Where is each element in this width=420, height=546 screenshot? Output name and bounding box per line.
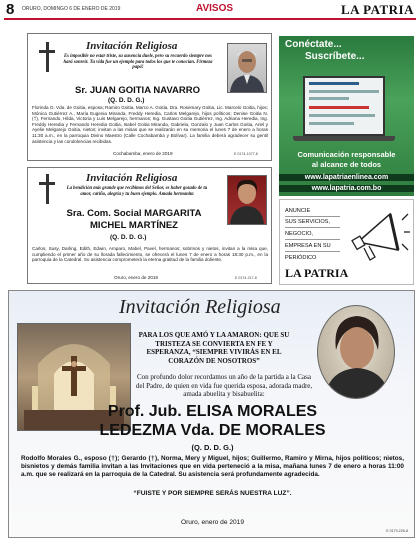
notice-margarita-michel (27, 167, 272, 284)
honorific: Sra. Com. Social (66, 208, 142, 219)
photo-juan-goitia (227, 43, 267, 93)
page-header (0, 0, 420, 20)
notice-title: Invitación Religiosa (86, 40, 178, 52)
ad-slogan-line2: al alcance de todos (311, 160, 382, 169)
honorific: Sr. (75, 85, 88, 96)
notice-quote: “FUISTE Y POR SIEMPRE SERÁS NUESTRA LUZ”. (133, 490, 292, 497)
cross-icon (37, 174, 57, 204)
laptop-screen-graphic (303, 76, 385, 136)
deceased-name-line2: MICHEL MARTÍNEZ (90, 220, 178, 231)
ad-slogan-line1: Comunicación responsable (297, 150, 396, 159)
section-title: AVISOS (196, 3, 234, 14)
notice-place-date: Oruro, enero de 2019 (180, 519, 245, 526)
page-date: ORURO, DOMINGO 6 DE ENERO DE 2019 (22, 6, 121, 12)
deceased-name-line2: LEDEZMA Vda. DE MORALES (99, 422, 326, 439)
ad-text-line: ANUNCIE (285, 208, 311, 214)
notice-intro: Con profundo dolor recordamos un año de la partida a la Casa del Padre, de quien en vida fue querida esposa, adorada madre, amada abuelita y bisabuelita: (135, 373, 313, 399)
ad-line-connect: Conéctate... (285, 39, 342, 50)
notice-elisa-morales (8, 290, 415, 538)
notice-body: Florinda O. Vda. de Goitia, esposa; Ramiro Goitia, Marco A. Goitia, Dra. Rosemary Goitia, Lic. Marcelo Goitia, hijos; Mónica Gutiérrez A., María Eugenia Miranda, Freddy Heredia, Carlos Melgarejo, hijos políticos; Denise Goitia N. (†), Fernando, Hilda, Victoria y Luis Melgarejo, hermanos; Ing. Gustavo Goitia Gutiérrez, Ing. Adriana Heredia, Ing. Freddy Heredia y Fernando Heredia Goitia, Isabel Goitia Miranda, Gabriela, Gonzalo y Juan Carlos Goitia, Ariel y Ayelie Melgarejo Goitia, nietos; invitan a las misas que se realizarán en su memoria el lunes 7 de enero a horas 11:30 a.m., en la parroquia Divino Maestro (Calle Cochabamba y Bolívar). La familia deberá agradecer su gentil asistencia y las condolencias recibidas. (32, 105, 268, 144)
ad-text-line: NEGOCIO, (285, 231, 313, 237)
photo-margarita-michel (227, 175, 267, 225)
notice-verse: Es imposible no estar triste, su ausencia duele, pero su recuerdo siempre nos hará sonreír. Tu vida fue un ejemplo para todos los que te conocían. Firmeza papá! (63, 54, 213, 71)
portrait-icon (318, 306, 395, 399)
ad-text-line: EMPRESA EN SU (285, 243, 331, 249)
subscription-ad[interactable] (279, 36, 414, 196)
ad-brand: LA PATRIA (285, 266, 349, 280)
photo-elisa-morales (317, 305, 395, 399)
header-rule (4, 18, 416, 20)
page-number: 8 (6, 1, 15, 18)
notice-place-date: Oruro, enero de 2019 (114, 275, 158, 280)
notice-verse: PARA LOS QUE AMÓ Y LA AMARON: QUE SU TRISTEZA SE CONVIERTA EN FE Y ESPERANZA, “SIEMPRE VIVIRÁS EN EL CORAZÓN DE NOSOTROS” (138, 331, 290, 365)
laptop-base-graphic (293, 136, 395, 141)
notice-code: E 0179-226-8 (386, 529, 408, 533)
advertise-ad[interactable] (279, 199, 414, 285)
notice-verse: La bendición más grande que recibimos del Señor, es haber gozado de tu amor, cariño, alegría y tu buen ejemplo. Amada hermanita (66, 186, 208, 197)
ad-text-line: SUS SERVICIOS, (285, 219, 330, 225)
portrait-icon (228, 44, 266, 92)
notice-code: E 0174-217-8 (235, 276, 257, 280)
notice-juan-goitia (27, 33, 272, 161)
notice-name (50, 85, 225, 96)
notice-code: E 0174-1077-8 (234, 152, 258, 156)
notice-body: Carlos, Susy, Darling, Edith, Edwin, Amparo, Mabel, Pavel, hermanos; sobrinos y nietos, invitan a la misa que, cumpliendo el primer año de su llorada fallecimiento, se ofrecerá el lunes 7 de enero a horas 18:30 p.m., en la parroquia de la Catedral. Su asistencia comprometerá la eterna gratitud de la familia doliente. (32, 246, 268, 263)
notice-place-date: Cochabamba, enero de 2019 (113, 151, 173, 156)
notice-body: Rodolfo Morales G., esposo (†); Gerardo (†), Norma, Mery y Miguel, hijos; Guillermo, Ramiro y Mirna, hijos políticos; nietos, bisnietos y demás familia invitan a las Invitaciones que en vida perteneció a la misa, mañana lunes 7 de enero a horas 11:00 a.m. que se realizará en la parroquia de la Catedral. Su asistencia será profundamente agradecida. (21, 455, 404, 478)
qdg-label: (Q. D. D. G.) (191, 443, 234, 452)
portrait-icon (228, 176, 266, 224)
notice-title: Invitación Religiosa (119, 296, 281, 318)
qdg-label: (Q. D. D. G.) (108, 97, 145, 104)
deceased-name-line1: MARGARITA (144, 208, 202, 219)
notice-name (42, 208, 226, 232)
notice-title: Invitación Religiosa (86, 172, 178, 184)
cross-icon (37, 42, 57, 72)
deceased-name: JUAN GOITIA NAVARRO (89, 85, 200, 96)
megaphone-icon (350, 204, 410, 264)
ad-text-line: PERIÓDICO (285, 255, 317, 261)
qdg-label: (Q. D. D. G.) (110, 234, 147, 241)
deceased-name-line1: Prof. Jub. ELISA MORALES (107, 403, 318, 420)
ad-line-subscribe: Suscríbete... (305, 51, 365, 62)
ad-url-2[interactable]: www.lapatria.com.bo (279, 185, 414, 192)
ad-url-1[interactable]: www.lapatriaenlinea.com (279, 174, 414, 181)
newspaper-brand: LA PATRIA (341, 2, 414, 17)
